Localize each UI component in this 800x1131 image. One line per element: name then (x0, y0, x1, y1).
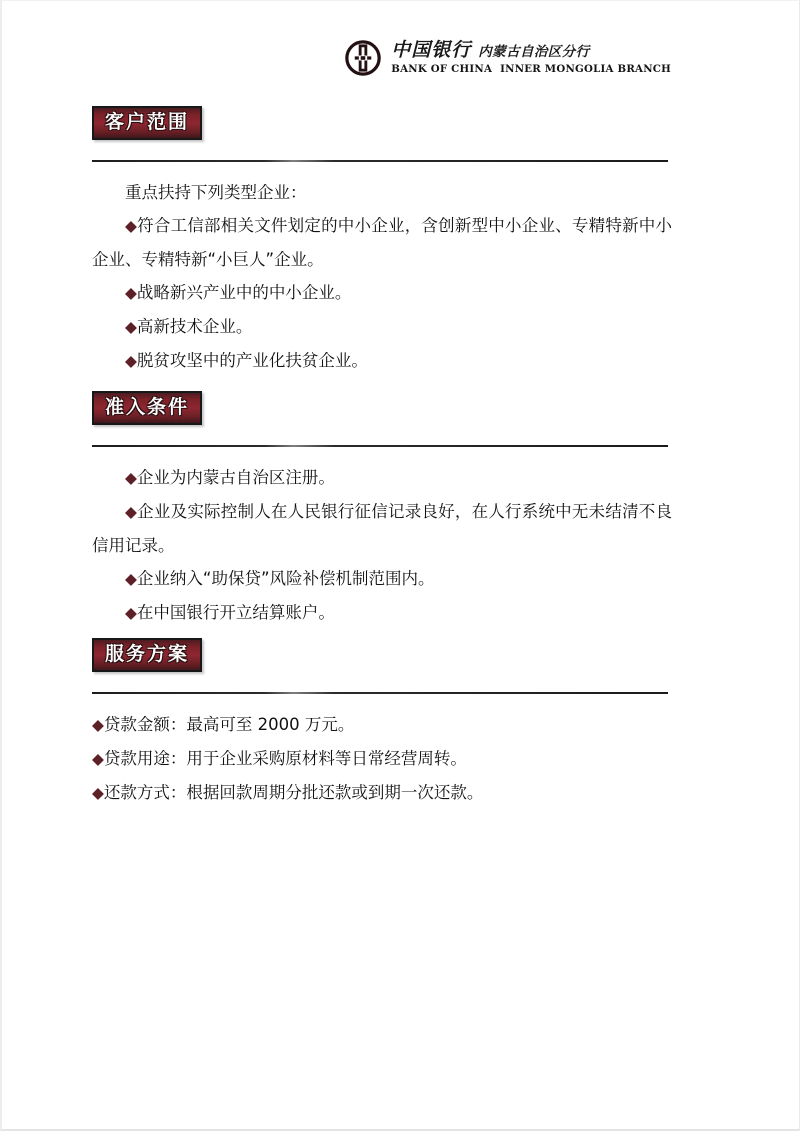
diamond-bullet-icon: ◆ (92, 784, 104, 802)
body-text: 符合工信部相关文件划定的中小企业，含创新型中小企业、专精特新中小企业、专精特新“小巨人”企业。 (92, 216, 673, 269)
brand-name-en-row (391, 64, 671, 74)
section-content (92, 461, 672, 630)
brand-lockup (391, 41, 671, 74)
bullet-item (92, 276, 672, 310)
section-heading-text: 服务方案 (105, 643, 190, 665)
section-content (92, 708, 672, 810)
bullet-item (92, 562, 672, 596)
body-text: 在中国银行开立结算账户。 (136, 603, 335, 622)
diamond-bullet-icon: ◆ (125, 604, 137, 622)
diamond-bullet-icon: ◆ (125, 217, 138, 235)
bank-of-china-coin-logo-icon (344, 39, 382, 77)
diamond-bullet-icon: ◆ (125, 469, 137, 487)
section-heading-badge (92, 638, 202, 672)
body-text: 重点扶持下列类型企业： (125, 183, 307, 202)
body-text: 还款方式：根据回款周期分批还款或到期一次还款。 (103, 783, 484, 802)
body-text: 企业纳入“助保贷”风险补偿机制范围内。 (136, 569, 435, 588)
bullet-item (92, 461, 672, 495)
diamond-bullet-icon: ◆ (92, 716, 104, 734)
section-divider (92, 445, 668, 447)
bullet-item (92, 708, 672, 742)
diamond-bullet-icon: ◆ (125, 284, 137, 302)
body-text: 高新技术企业。 (136, 317, 253, 336)
diamond-bullet-icon: ◆ (125, 352, 137, 370)
bullet-item (92, 596, 672, 630)
diamond-bullet-icon: ◆ (92, 750, 104, 768)
bullet-item (92, 344, 672, 378)
branch-name-cn: 内蒙古自治区分行 (478, 44, 590, 61)
diamond-bullet-icon: ◆ (125, 570, 137, 588)
section-heading-text: 准入条件 (105, 396, 190, 418)
section-content (92, 176, 672, 378)
brand-name-cn-row (391, 41, 671, 60)
body-text: 脱贫攻坚中的产业化扶贫企业。 (136, 351, 368, 370)
body-text: 战略新兴产业中的中小企业。 (136, 283, 352, 302)
branch-name-en: INNER MONGOLIA BRANCH (500, 63, 671, 76)
brand-header (344, 39, 671, 77)
body-text: 企业及实际控制人在人民银行征信记录良好，在人行系统中无未结清不良信用记录。 (92, 502, 673, 555)
bullet-item (92, 495, 672, 562)
document-section (2, 638, 800, 810)
section-heading-text: 客户范围 (105, 111, 190, 133)
body-text: 贷款金额：最高可至 2000 万元。 (103, 715, 355, 734)
diamond-bullet-icon: ◆ (125, 318, 137, 336)
document-section (2, 106, 800, 378)
bullet-item (92, 776, 672, 810)
intro-line (92, 176, 672, 209)
section-divider (92, 692, 668, 694)
section-heading-badge (92, 391, 202, 425)
brand-name-en: BANK OF CHINA (391, 63, 493, 76)
brand-name-cn: 中国银行 (391, 39, 472, 62)
section-heading-badge (92, 106, 202, 140)
diamond-bullet-icon: ◆ (125, 503, 138, 521)
bullet-item (92, 209, 672, 276)
document-section (2, 391, 800, 630)
body-text: 贷款用途：用于企业采购原材料等日常经营周转。 (103, 749, 467, 768)
section-divider (92, 160, 668, 162)
body-text: 企业为内蒙古自治区注册。 (136, 468, 335, 487)
bullet-item (92, 310, 672, 344)
bullet-item (92, 742, 672, 776)
